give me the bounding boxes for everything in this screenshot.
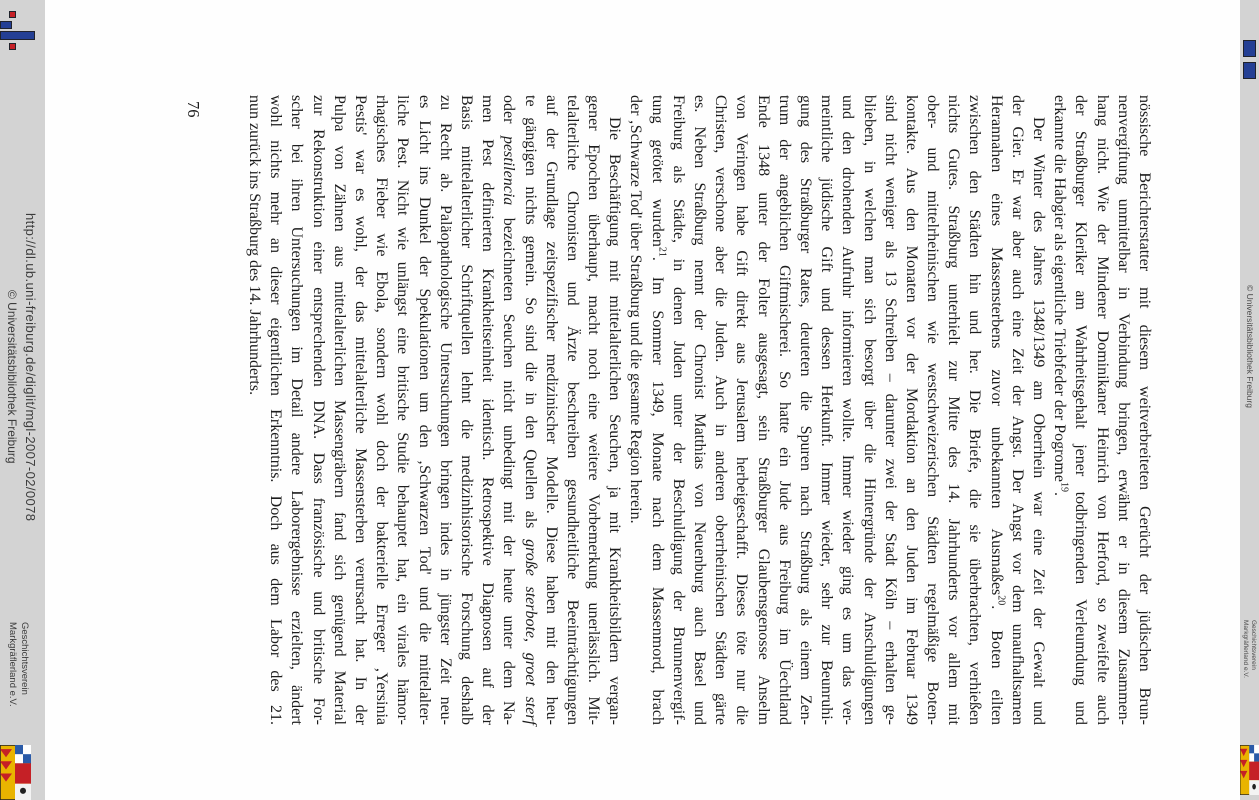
- text-line: tung getötet wurden$^{21}$. Im Sommer 1349, Monate nach dem Massenmord, brach: [648, 95, 668, 725]
- text-line: nun zurück ins Straßburg des 14. Jahrhunderts.: [246, 95, 264, 396]
- watermark-bar-top: [1240, 0, 1259, 800]
- source-url-text: http://dl.ub.uni-freiburg.de/diglit/mgl-2007-02/0078: [23, 213, 38, 522]
- association-text-bottom: Geschichtsverein Markgräflerland e.V.: [7, 622, 30, 707]
- text-line: liche Pest. Nicht wie unlängst eine britische Studie behauptet hat, ein virales hämor-: [394, 95, 412, 725]
- text-line: gung des Straßburger Rates, deuteten die Spuren nach Straßburg als einem Zen-: [797, 95, 814, 725]
- markgraeflerland-crest-icon: [1240, 745, 1259, 795]
- text-line: trum der angeblichen Giftmischerei. So hatte ein Jude aus Freiburg im Üechtland: [775, 95, 793, 725]
- text-line: meintliche jüdische Gift und dessen Herkunft. Immer wieder, sehr zur Beunruhi-: [818, 95, 836, 725]
- body-text: [244, 95, 1155, 725]
- text-line: hang nicht. Wie der Mindener Dominikaner Heinrich von Herford, so zweifelte auch: [1093, 95, 1111, 725]
- text-line: nichts Gutes. Straßburg unterhielt zur Mitte des 14. Jahrhunderts vor allem mit: [945, 95, 963, 725]
- text-line: zur Rekonstruktion einer entsprechenden DNA. Dass französische und britische For-: [309, 95, 327, 725]
- text-line: Die Beschäftigung mit mittelalterlichen Seuchen, ja mit Krankheitsbildern vergan-: [606, 117, 624, 725]
- text-line: blieben, in welchen man sich besorgt über die Hintergründe der Anschuldigungen: [860, 95, 878, 725]
- text-line: zu Recht ab. Paläopathologische Untersuchungen bringen indes in jüngster Zeit neu-: [436, 95, 454, 725]
- text-line: oder pestilencia bezeichneten Seuchen nicht unbedingt mit der heute unter dem Na-: [500, 95, 518, 725]
- text-line: gener Epochen überhaupt, macht noch eine weitere Vorbemerkung unerlässlich. Mit-: [585, 95, 603, 725]
- text-line: zwischen den Städten hin und her. Die Briefe, die sie überbrachten, verhießen: [966, 95, 984, 725]
- text-line: Ende 1348 unter der Folter ausgesagt, sein Straßburger Glaubensgenosse Anselm: [754, 95, 772, 725]
- text-line: der Gier. Er war aber auch eine Zeit der Angst. Der Angst vor dem unaufhaltsamen: [1008, 95, 1026, 725]
- text-line: Pulpa von Zähnen aus mittelalterlichen Massengräbern fand sich genügend Material: [330, 95, 348, 725]
- text-line: auf der Grundlage zeitspezifischer medizinischer Modelle. Diese haben mit den heu-: [542, 95, 560, 725]
- text-line: Pestis' war es wohl, der das mittelalterliche Massensterben verursacht hat. In der: [352, 95, 370, 725]
- ub-freiburg-logo-mini-icon: [1243, 62, 1256, 79]
- text-line: nenvergiftung unmittelbar in Verbindung bringen, erwähnt er in diesem Zusammen-: [1114, 95, 1132, 725]
- text-line: es. Neben Straßburg nennt der Chronist Matthias von Neuenburg auch Basel und: [691, 95, 709, 725]
- text-line: kontakte. Aus den Monaten vor der Mordaktion an den Juden im Februar 1349: [902, 95, 920, 725]
- text-line: Christen, verschone aber die Juden. Auch in anderen oberrheinischen Städten gärte: [712, 95, 730, 725]
- text-line: scher bei ihren Untersuchungen im Detail andere Laborergebnisse erzielten, ändert: [288, 95, 306, 725]
- watermark-bar-bottom: [0, 0, 45, 800]
- text-line: telalterliche Chronisten und Ärzte beschreiben gesundheitliche Beeinträchtigungen: [563, 95, 581, 725]
- text-line: erkannte die Habgier als eigentliche Triebfeder der Pogrome$^{19}$.: [1051, 95, 1070, 496]
- text-line: Basis mittelalterlicher Schriftquellen lehnt die medizinhistorische Forschung deshalb: [458, 95, 475, 725]
- markgraeflerland-crest-icon: [0, 745, 31, 800]
- association-text-top: Geschichtsverein Markgräflerland e.V.: [1242, 620, 1257, 678]
- text-line: wohl nichts mehr an dieser eigentlichen Erkenntnis. Doch aus dem Labor des 21.: [267, 95, 285, 725]
- page-number: 76: [184, 101, 203, 118]
- text-line: Herannahen eines Massensterbens zuvor unbekannten Ausmaßes$^{20}$. Boten eilten: [987, 95, 1007, 725]
- text-line: von Veringen habe Gift direkt aus Jerusalem herbeigeschafft. Dieses töte nur die: [733, 95, 751, 725]
- text-line: rhagisches Fieber wie Ebola, sondern wohl doch der bakterielle Erreger ‚Yersinia: [373, 95, 391, 725]
- text-line: Freiburg als Städte, in denen Juden unter der Beschuldigung der Brunnenvergif-: [669, 95, 687, 725]
- text-line: ober- und mittelrheinischen wie westschweizerischen Städten regelmäßige Boten-: [924, 95, 942, 725]
- text-line: men Pest definierten Krankheitseinheit identisch. Retrospektive Diagnosen auf der: [479, 95, 497, 725]
- text-line: sind nicht weniger als 13 Schreiben – darunter zwei der Stadt Köln – erhalten ge-: [881, 95, 899, 725]
- text-line: der ‚Schwarze Tod' über Straßburg und die gesamte Region herein.: [627, 95, 645, 524]
- copyright-text-top: © Universitätsbibliothek Freiburg: [1245, 285, 1255, 408]
- text-line: nössische Berichterstatter mit diesem weitverbreiteten Gerücht der jüdischen Brun-: [1136, 95, 1153, 725]
- text-line: es Licht ins Dunkel der Spekulationen um den ‚Schwarzen Tod' und die mittelalter-: [415, 95, 433, 725]
- copyright-text-bottom: © Universitätsbibliothek Freiburg: [5, 290, 19, 464]
- text-line: Der Winter des Jahres 1348/1349 am Oberrhein war eine Zeit der Gewalt und: [1030, 117, 1048, 725]
- text-line: te gängigen nichts gemein. So sind die in den Quellen als große sterbote, groet sterf: [521, 95, 539, 726]
- text-line: der Straßburger Kleriker am Wahrheitsgehalt jener todbringenden Verleumdung und: [1072, 95, 1090, 725]
- ub-freiburg-logo-mini-icon: [1243, 40, 1256, 57]
- text-line: und den drohenden Aufruhr informieren wollte. Immer wieder ging es um das ver-: [839, 95, 857, 725]
